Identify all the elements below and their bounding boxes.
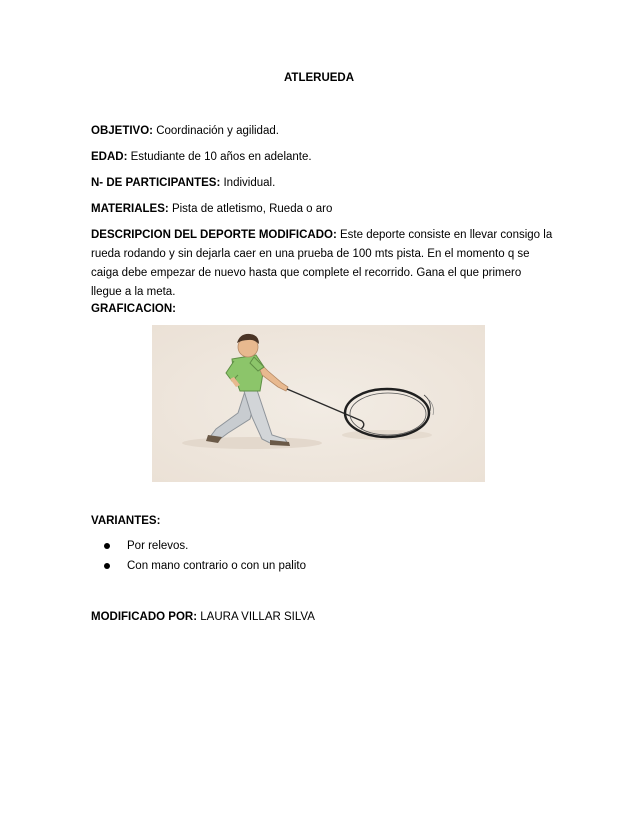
- descripcion-line-2: rueda rodando y sin dejarla caer en una prueba de 100 mts pista. En el momento q se: [91, 248, 530, 260]
- descripcion-label: DESCRIPCION DEL DEPORTE MODIFICADO:: [91, 229, 337, 241]
- materiales-value: Pista de atletismo, Rueda o aro: [171, 203, 333, 215]
- edad-value: Estudiante de 10 años en adelante.: [130, 151, 312, 163]
- descripcion-line-4: llegue a la meta.: [91, 286, 176, 298]
- modificado-line: [91, 608, 561, 627]
- descripcion-line-3: caiga debe empezar de nuevo hasta que complete el recorrido. Gana el que primero: [91, 267, 522, 279]
- objetivo-value: Coordinación y agilidad.: [156, 125, 279, 137]
- materiales-line: [91, 200, 561, 219]
- list-item: Con mano contrario o con un palito: [104, 556, 306, 576]
- list-item: Por relevos.: [104, 536, 306, 556]
- objetivo-label: OBJETIVO:: [91, 125, 153, 137]
- participantes-label: N- DE PARTICIPANTES:: [91, 177, 221, 189]
- variantes-label: VARIANTES:: [91, 515, 161, 527]
- edad-label: EDAD:: [91, 151, 128, 163]
- edad-line: [91, 148, 561, 167]
- boy-rolling-hoop-illustration: [152, 325, 485, 482]
- modificado-value: LAURA VILLAR SILVA: [200, 611, 315, 623]
- variantes-line: [91, 512, 561, 531]
- document-title: ATLERUEDA: [283, 72, 355, 84]
- graficacion-label: GRAFICACION:: [91, 303, 176, 315]
- participantes-line: [91, 174, 561, 193]
- materiales-label: MATERIALES:: [91, 203, 169, 215]
- bullet-icon: [104, 543, 110, 549]
- graficacion-line: [91, 300, 561, 319]
- objetivo-line: [91, 122, 561, 141]
- descripcion-line-1: Este deporte consiste en llevar consigo la: [339, 229, 553, 241]
- bullet-icon: [104, 563, 110, 569]
- descripcion-block: [91, 226, 561, 302]
- participantes-value: Individual.: [223, 177, 276, 189]
- variantes-list: [104, 536, 306, 576]
- modificado-label: MODIFICADO POR:: [91, 611, 198, 623]
